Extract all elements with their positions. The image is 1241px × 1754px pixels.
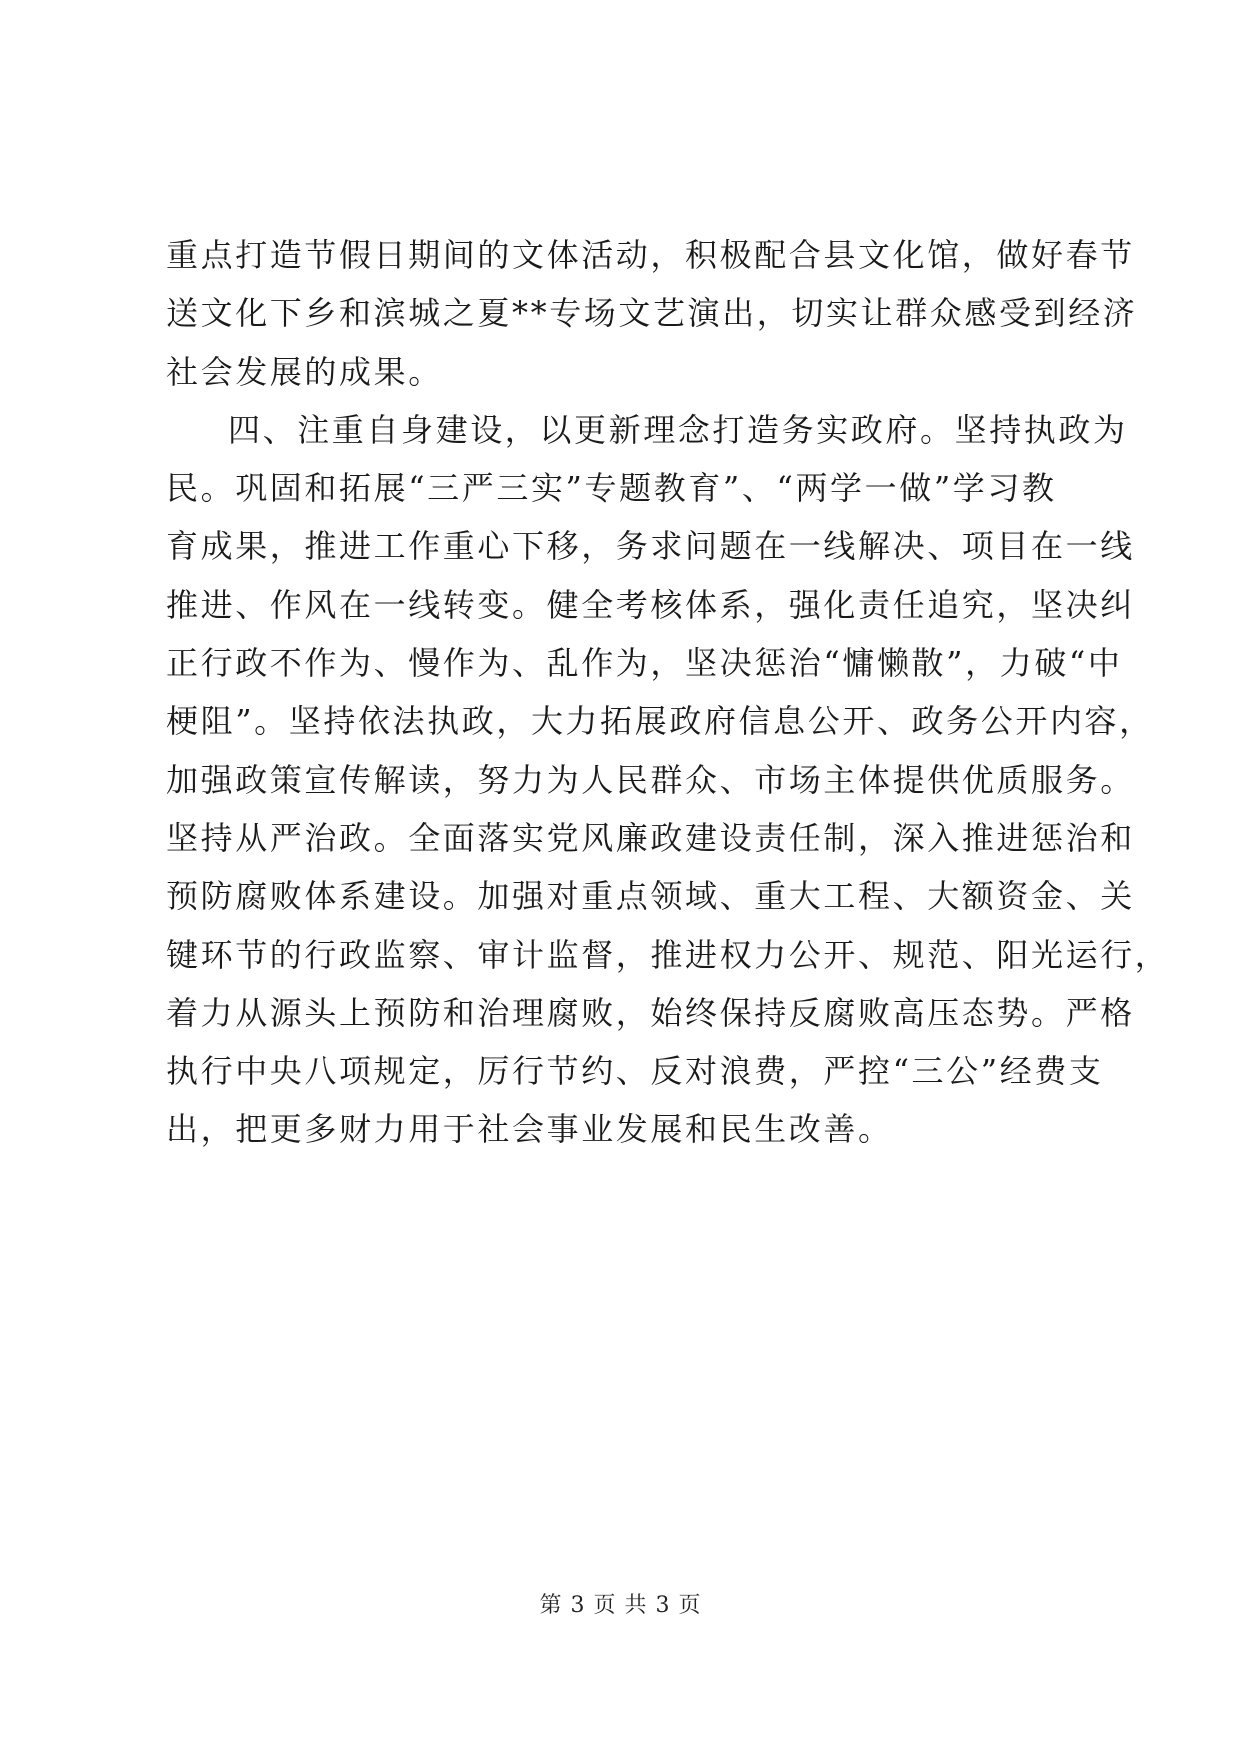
body-text [166,226,1170,1159]
text-line: 加强政策宣传解读，努力为人民群众、市场主体提供优质服务。 [166,760,1135,799]
page-number-footer: 第 3 页 共 3 页 [539,1593,702,1618]
text-line: 键环节的行政监察、审计监督，推进权力公开、规范、阳光运行， [166,935,1170,974]
text-line: 育成果，推进工作重心下移，务求问题在一线解决、项目在一线 [166,527,1135,566]
text-line: 着力从源头上预防和治理腐败，始终保持反腐败高压态势。严格 [166,993,1135,1032]
text-line: 预防腐败体系建设。加强对重点领域、重大工程、大额资金、关 [166,877,1135,916]
paragraph-start-line: 四、注重自身建设，以更新理念打造务实政府。坚持执政为 [228,410,1128,449]
text-line: 出，把更多财力用于社会事业发展和民生改善。 [166,1110,893,1149]
text-line: 坚持从严治政。全面落实党风廉政建设责任制，深入推进惩治和 [166,818,1135,857]
text-line: 执行中央八项规定，厉行节约、反对浪费，严控“三公”经费支 [166,1052,1104,1091]
text-line: 推进、作风在一线转变。健全考核体系，强化责任追究，坚决纠 [166,585,1135,624]
text-line: 送文化下乡和滨城之夏**专场文艺演出，切实让群众感受到经济 [166,294,1138,333]
text-line: 民。巩固和拓展“三严三实”专题教育”、“两学一做”学习教 [166,469,1057,508]
text-line: 重点打造节假日期间的文体活动，积极配合县文化馆，做好春节 [166,236,1135,274]
text-line: 梗阻”。坚持依法执政，大力拓展政府信息公开、政务公开内容， [166,702,1154,741]
text-line: 正行政不作为、慢作为、乱作为，坚决惩治“慵懒散”，力破“中 [166,644,1123,683]
text-line: 社会发展的成果。 [166,352,443,391]
